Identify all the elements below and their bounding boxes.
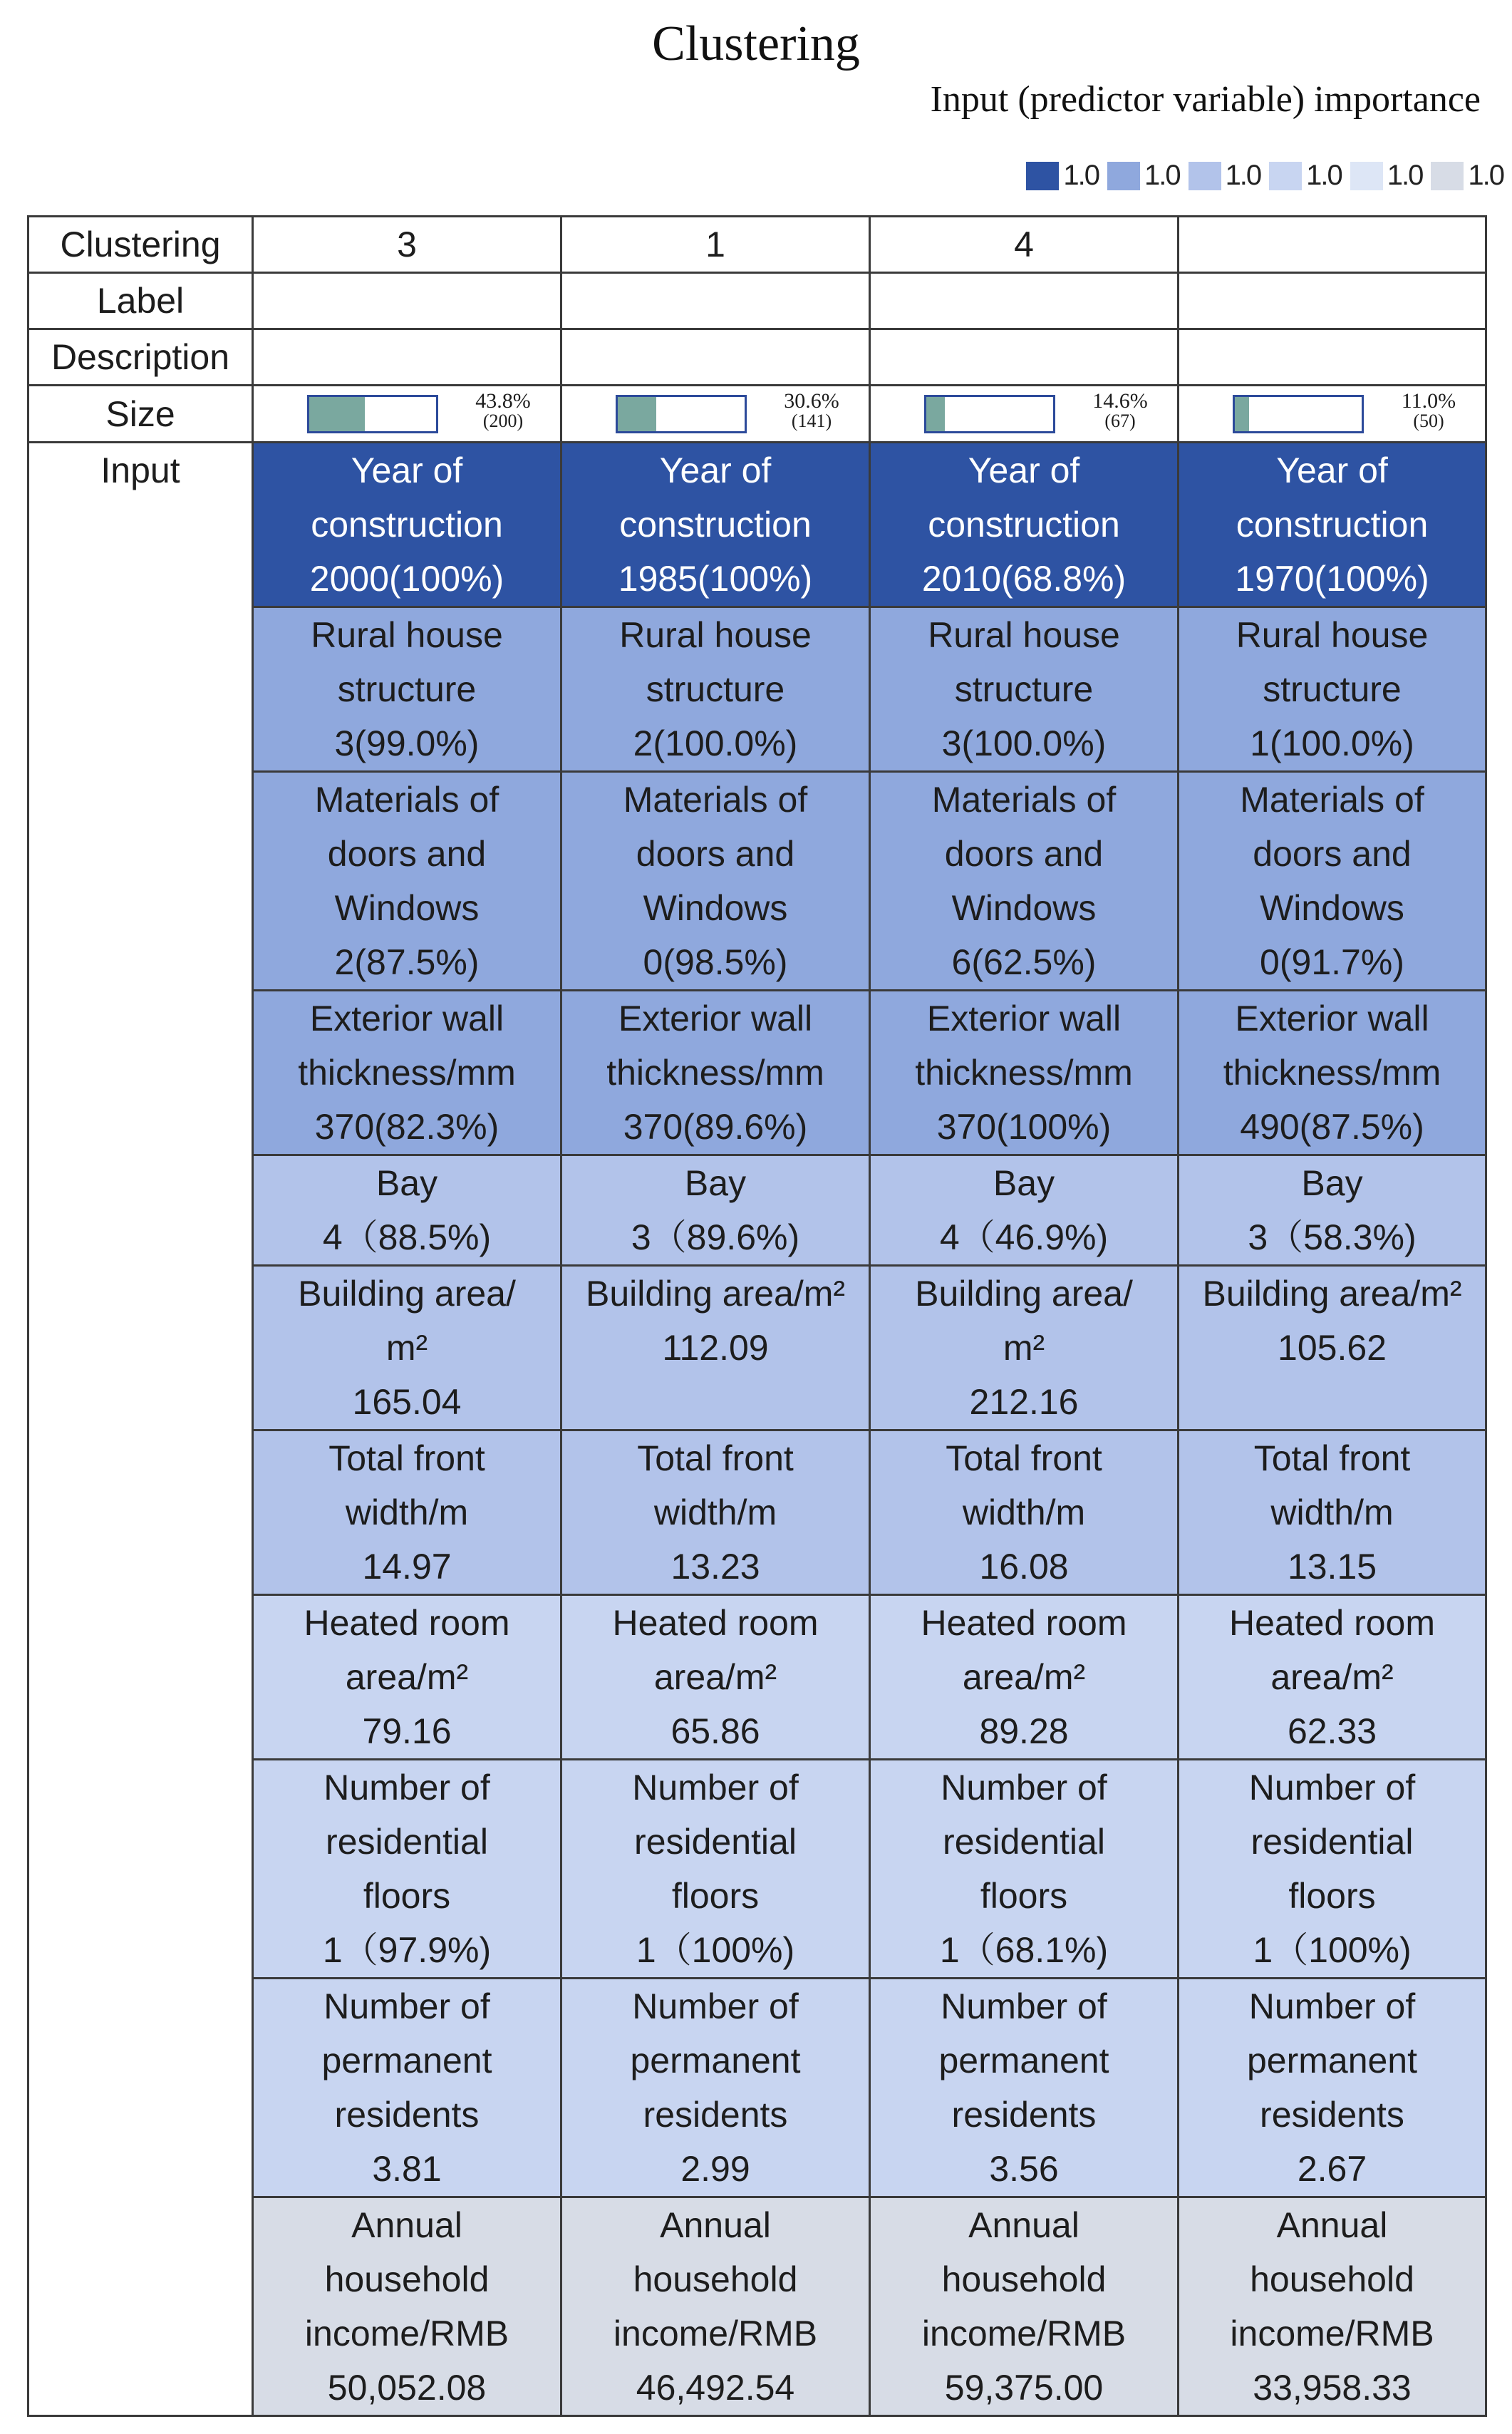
input-cell [1179, 991, 1486, 1155]
input-cell-line: 370(100%) [936, 1107, 1112, 1147]
input-cell-line: 370(82.3%) [314, 1107, 499, 1147]
size-cell [870, 386, 1179, 443]
input-cell-line: permanent [630, 2041, 801, 2080]
row-label-clustering: Clustering [29, 217, 253, 273]
input-cell [253, 1430, 561, 1595]
input-cell-line: 1（100%) [1253, 1930, 1412, 1970]
input-cell-line: Exterior wall [618, 999, 813, 1038]
input-cell-line: Annual [660, 2205, 771, 2245]
size-bar [616, 395, 747, 433]
input-cell-line: income/RMB [304, 2314, 509, 2353]
input-cell-line: Materials of [1240, 780, 1424, 820]
input-cell [870, 1595, 1179, 1760]
input-cell-line: Annual [351, 2205, 462, 2245]
input-cell [561, 443, 870, 607]
input-cell-line: width/m [962, 1492, 1086, 1532]
legend-label: 1.0 [1387, 160, 1423, 191]
input-cell [1179, 1760, 1486, 1979]
input-cell-line: 3.81 [372, 2149, 442, 2189]
input-cell-line: Bay [376, 1163, 438, 1203]
input-cell-line: 1970(100%) [1235, 559, 1429, 599]
input-cell [1179, 1430, 1486, 1595]
input-cell-line: Exterior wall [309, 999, 504, 1038]
input-cell-line: Annual [968, 2205, 1079, 2245]
input-cell-line: 2.67 [1297, 2149, 1367, 2189]
input-cell-line: floors [363, 1876, 451, 1916]
input-cell-line: Bay [993, 1163, 1055, 1203]
input-cell-line: Number of [1248, 1768, 1416, 1808]
input-cell-line: doors and [944, 834, 1104, 874]
row-description [29, 329, 1486, 386]
row-label [29, 273, 1486, 329]
input-cell-line: 490(87.5%) [1240, 1107, 1424, 1147]
input-cell-line: construction [928, 505, 1120, 545]
size-count: (200) [482, 410, 524, 431]
input-cell-line: Heated room [304, 1603, 510, 1643]
input-cell-line: structure [954, 669, 1094, 709]
legend-label: 1.0 [1306, 160, 1342, 191]
legend-item [1189, 160, 1261, 192]
input-cell-line: residential [326, 1822, 488, 1862]
input-cell-line: 14.97 [362, 1547, 452, 1587]
cluster-table [27, 215, 1487, 2417]
input-cell-line: 6(62.5%) [951, 942, 1097, 982]
input-cell [870, 1979, 1179, 2197]
chart-subtitle: Input (predictor variable) importance [930, 79, 1481, 120]
input-cell-line: 13.23 [670, 1547, 760, 1587]
input-cell-line: 3（58.3%) [1248, 1217, 1417, 1257]
input-cell-line: income/RMB [921, 2314, 1127, 2353]
size-count: (141) [791, 410, 832, 431]
legend-item [1107, 160, 1180, 192]
input-cell-line: 212.16 [969, 1382, 1079, 1422]
label-cell [1179, 273, 1486, 329]
input-cell-line: structure [646, 669, 785, 709]
input-cell [870, 991, 1179, 1155]
importance-legend [1026, 160, 1503, 192]
input-cell [253, 1979, 561, 2197]
input-cell-line: residential [943, 1822, 1105, 1862]
row-label-label: Label [29, 273, 253, 329]
description-cell [561, 329, 870, 386]
input-cell [870, 1266, 1179, 1430]
input-cell-line: 3（89.6%) [631, 1217, 800, 1257]
input-cell-line: Year of [968, 450, 1080, 490]
input-cell-line: household [633, 2259, 798, 2299]
input-cell [870, 2197, 1179, 2416]
input-cell-line: Materials of [931, 780, 1117, 820]
input-cell-line: structure [1263, 669, 1402, 709]
input-cell-line: residents [334, 2095, 480, 2135]
input-cell [253, 1266, 561, 1430]
size-bar [307, 395, 438, 433]
input-cell-line: Heated room [921, 1603, 1127, 1643]
input-cell-line: width/m [653, 1492, 777, 1532]
input-cell [1179, 1266, 1486, 1430]
input-cell-line: m² [1003, 1328, 1045, 1368]
size-count: (67) [1104, 410, 1136, 431]
input-cell-line: thickness/mm [298, 1053, 516, 1093]
input-cell-line: width/m [1270, 1492, 1394, 1532]
input-cell-line: permanent [938, 2041, 1109, 2080]
input-cell-line: structure [337, 669, 477, 709]
size-bar [1233, 395, 1364, 433]
size-cell [561, 386, 870, 443]
input-cell-line: Number of [323, 1768, 490, 1808]
input-cell-line: Annual [1276, 2205, 1388, 2245]
size-cell [1179, 386, 1486, 443]
input-cell-line: 16.08 [979, 1547, 1069, 1587]
row-clustering [29, 217, 1486, 273]
input-cell-line: 3.56 [989, 2149, 1059, 2189]
input-cell-line: area/m² [653, 1657, 777, 1697]
size-percent: 14.6% [1092, 388, 1148, 413]
input-cell-line: 1(100.0%) [1250, 723, 1414, 763]
input-cell-line: 1985(100%) [618, 559, 813, 599]
input-cell-line: 50,052.08 [327, 2368, 487, 2408]
input-cell [561, 1155, 870, 1266]
row-label-description: Description [29, 329, 253, 386]
input-cell [253, 1760, 561, 1979]
legend-label: 1.0 [1144, 160, 1180, 191]
input-cell-line: household [941, 2259, 1107, 2299]
input-cell-line: Building area/ [915, 1274, 1133, 1314]
size-count: (50) [1413, 410, 1444, 431]
input-cell [870, 1155, 1179, 1266]
input-cell-line: Windows [334, 888, 480, 928]
chart-title: Clustering [652, 16, 860, 71]
input-cell-line: 46,492.54 [636, 2368, 795, 2408]
input-cell [253, 443, 561, 607]
input-cell-line: 0(98.5%) [643, 942, 788, 982]
input-cell [253, 607, 561, 772]
input-cell-line: income/RMB [613, 2314, 818, 2353]
input-cell-line: Number of [1248, 1986, 1416, 2026]
input-cell-line: 2(87.5%) [334, 942, 480, 982]
input-cell-line: area/m² [1270, 1657, 1394, 1697]
input-cell-line: Rural house [928, 615, 1120, 655]
input-cell-line: 3(100.0%) [941, 723, 1107, 763]
input-cell-line: Exterior wall [1235, 999, 1429, 1038]
input-cell-line: Bay [684, 1163, 747, 1203]
input-cell [561, 1266, 870, 1430]
input-cell-line: residents [1260, 2095, 1404, 2135]
input-cell-line: household [324, 2259, 490, 2299]
input-cell-line: Heated room [612, 1603, 819, 1643]
input-cell-line: Building area/m² [585, 1274, 846, 1314]
input-cell-line: Materials of [623, 780, 808, 820]
input-cell-line: m² [385, 1328, 428, 1368]
size-cell [253, 386, 561, 443]
input-cell [561, 1979, 870, 2197]
input-cell-line: permanent [1246, 2041, 1418, 2080]
input-cell [561, 1760, 870, 1979]
input-cell-line: 79.16 [362, 1711, 452, 1751]
input-cell-line: Rural house [311, 615, 503, 655]
input-cell-line: floors [1288, 1876, 1376, 1916]
input-cell-line: area/m² [345, 1657, 469, 1697]
cluster-id: 1 [561, 217, 870, 273]
input-cell-line: residential [634, 1822, 797, 1862]
input-cell-line: Materials of [314, 780, 499, 820]
input-cell-line: 4（88.5%) [322, 1217, 492, 1257]
input-cell [870, 607, 1179, 772]
description-cell [253, 329, 561, 386]
input-cell-line: 59,375.00 [944, 2368, 1104, 2408]
input-cell [1179, 772, 1486, 991]
input-cell [253, 1595, 561, 1760]
size-bar-fill [926, 397, 945, 431]
input-cell [561, 607, 870, 772]
input-cell-line: doors and [327, 834, 487, 874]
input-cell-line: construction [619, 505, 812, 545]
input-cell-line: Number of [941, 1768, 1107, 1808]
input-cell-line: Number of [632, 1986, 799, 2026]
legend-item [1350, 160, 1423, 192]
input-cell [253, 772, 561, 991]
description-cell [870, 329, 1179, 386]
input-cell-line: Number of [632, 1768, 799, 1808]
input-cell-line: residents [951, 2095, 1097, 2135]
input-cell-line: Year of [659, 450, 772, 490]
legend-swatch [1431, 162, 1464, 190]
input-cell [561, 1430, 870, 1595]
legend-swatch [1350, 162, 1383, 190]
row-size [29, 386, 1486, 443]
input-cell-line: floors [980, 1876, 1068, 1916]
input-cell-line: construction [1236, 505, 1429, 545]
input-cell-line: 4（46.9%) [939, 1217, 1109, 1257]
description-cell [1179, 329, 1486, 386]
input-cell-line: Building area/ [298, 1274, 516, 1314]
input-cell-line: income/RMB [1230, 2314, 1434, 2353]
input-cell [1179, 1595, 1486, 1760]
input-cell [561, 1595, 870, 1760]
input-cell-line: doors and [636, 834, 795, 874]
input-cell [253, 1155, 561, 1266]
input-cell-line: Exterior wall [926, 999, 1122, 1038]
input-cell-line: Rural house [619, 615, 812, 655]
input-cell-line: Number of [323, 1986, 490, 2026]
input-cell [253, 2197, 561, 2416]
input-cell-line: 65.86 [670, 1711, 760, 1751]
legend-item [1431, 160, 1503, 192]
input-cell-line: Year of [351, 450, 463, 490]
label-cell [561, 273, 870, 329]
input-cell [870, 443, 1179, 607]
input-cell-line: thickness/mm [915, 1053, 1133, 1093]
cluster-id [1179, 217, 1486, 273]
input-cell-line: area/m² [962, 1657, 1086, 1697]
legend-swatch [1269, 162, 1302, 190]
size-bar-fill [309, 397, 365, 431]
input-cell-line: Total front [946, 1438, 1102, 1478]
input-cell-line: Rural house [1236, 615, 1429, 655]
input-cell-line: doors and [1253, 834, 1412, 874]
size-bar-fill [618, 397, 656, 431]
input-cell [1179, 443, 1486, 607]
input-cell-line: floors [671, 1876, 760, 1916]
size-percent: 11.0% [1401, 388, 1456, 413]
input-cell-line: Windows [643, 888, 788, 928]
row-label-size: Size [29, 386, 253, 443]
size-bar-fill [1235, 397, 1249, 431]
input-cell-line: Total front [637, 1438, 794, 1478]
input-cell-line: construction [311, 505, 503, 545]
size-percent: 30.6% [784, 388, 839, 413]
input-cell [561, 772, 870, 991]
input-cell [870, 1760, 1179, 1979]
input-cell [1179, 1155, 1486, 1266]
input-cell-line: 105.62 [1278, 1328, 1387, 1368]
input-cell-line: Year of [1276, 450, 1388, 490]
input-cell-line: 0(91.7%) [1260, 942, 1404, 982]
input-cell-line: residential [1250, 1822, 1414, 1862]
input-cell-line: 2(100.0%) [633, 723, 798, 763]
legend-label: 1.0 [1225, 160, 1261, 191]
legend-item [1269, 160, 1342, 192]
input-cell-line: thickness/mm [606, 1053, 824, 1093]
input-cell-line: 1（97.9%) [322, 1930, 492, 1970]
input-cell-line: Windows [951, 888, 1097, 928]
size-percent: 43.8% [475, 388, 531, 413]
input-cell-line: Windows [1260, 888, 1404, 928]
input-cell-line: 1（100%) [636, 1930, 795, 1970]
input-cell-line: permanent [321, 2041, 492, 2080]
input-cell-line: 89.28 [979, 1711, 1069, 1751]
input-cell-line: residents [643, 2095, 788, 2135]
input-cell-line: thickness/mm [1223, 1053, 1441, 1093]
input-cell [1179, 2197, 1486, 2416]
input-cell [561, 2197, 870, 2416]
input-cell [870, 1430, 1179, 1595]
input-cell [561, 991, 870, 1155]
input-cell-line: 165.04 [352, 1382, 462, 1422]
input-cell [1179, 607, 1486, 772]
input-cell [1179, 1979, 1486, 2197]
label-cell [870, 273, 1179, 329]
input-cell [870, 772, 1179, 991]
input-cell-line: 13.15 [1287, 1547, 1377, 1587]
input-cell-line: 3(99.0%) [334, 723, 480, 763]
legend-label: 1.0 [1063, 160, 1099, 191]
input-cell-line: household [1250, 2259, 1414, 2299]
cluster-id: 3 [253, 217, 561, 273]
input-cell-line: Heated room [1228, 1603, 1436, 1643]
input-cell-line: 2000(100%) [309, 559, 504, 599]
input-cell-line: width/m [345, 1492, 469, 1532]
input-cell-line: 2010(68.8%) [921, 559, 1127, 599]
input-cell-line: 112.09 [662, 1328, 769, 1368]
label-cell [253, 273, 561, 329]
input-cell-line: Number of [941, 1986, 1107, 2026]
input-cell-line: 1（68.1%) [939, 1930, 1109, 1970]
legend-label: 1.0 [1468, 160, 1503, 191]
legend-swatch [1189, 162, 1221, 190]
input-cell-line: 2.99 [680, 2149, 750, 2189]
input-cell-line: Building area/m² [1202, 1274, 1462, 1314]
input-cell-line: Bay [1301, 1163, 1363, 1203]
row-label-input: Input [29, 443, 253, 2416]
input-cell-line: 33,958.33 [1253, 2368, 1412, 2408]
input-cell-line: 370(89.6%) [623, 1107, 808, 1147]
legend-swatch [1107, 162, 1140, 190]
input-cell-line: Total front [1253, 1438, 1411, 1478]
legend-item [1026, 160, 1099, 192]
input-cell-line: 62.33 [1287, 1711, 1377, 1751]
input-row [29, 443, 1486, 607]
legend-swatch [1026, 162, 1059, 190]
input-cell [253, 991, 561, 1155]
input-cell-line: Total front [328, 1438, 485, 1478]
size-bar [924, 395, 1055, 433]
cluster-id: 4 [870, 217, 1179, 273]
